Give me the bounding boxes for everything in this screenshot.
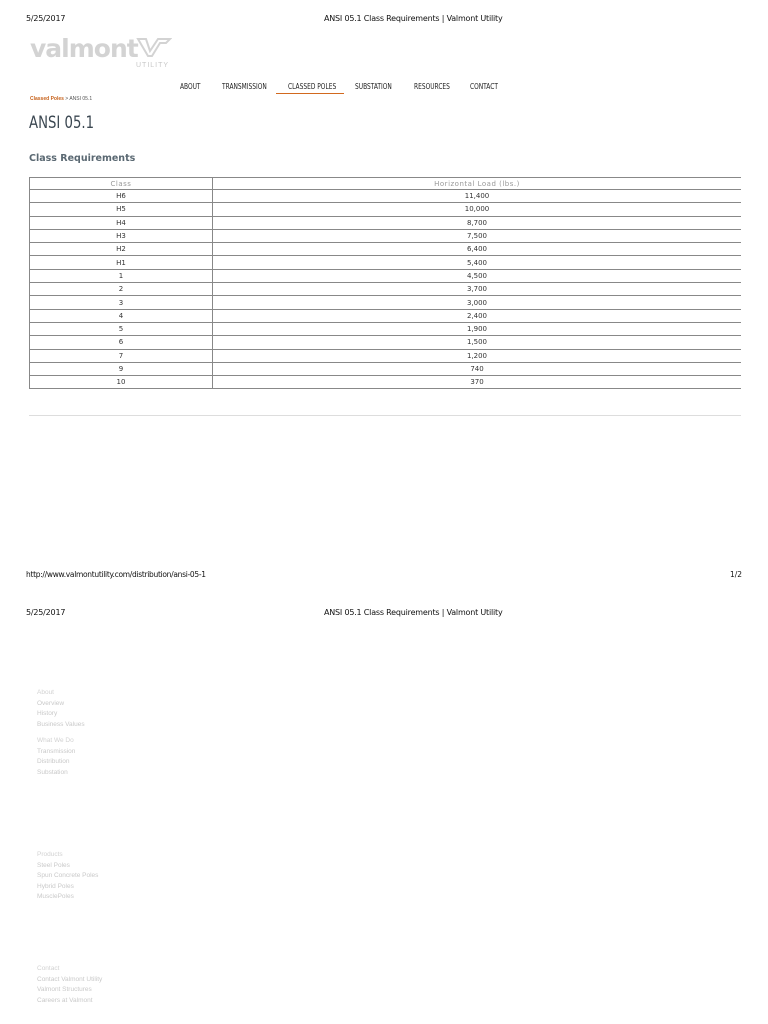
table-row: [30, 243, 742, 256]
footer-about-group: [37, 688, 85, 730]
cell-horizontal-load: 2,400: [213, 309, 742, 322]
cell-class: 4: [30, 309, 213, 322]
page-title: ANSI 05.1: [29, 113, 95, 133]
breadcrumb: [30, 96, 92, 102]
footer-what-we-do-heading: What We Do: [37, 737, 74, 744]
cell-horizontal-load: 1,200: [213, 349, 742, 362]
cell-horizontal-load: 740: [213, 362, 742, 375]
breadcrumb-parent-link[interactable]: Classed Poles: [30, 96, 64, 102]
logo-wordmark: valmont: [30, 34, 138, 63]
table-row: [30, 376, 742, 389]
cell-class: 3: [30, 296, 213, 309]
print-title-page2: ANSI 05.1 Class Requirements | Valmont Utility: [324, 608, 503, 617]
cell-horizontal-load: 10,000: [213, 203, 742, 216]
table-row: [30, 190, 742, 203]
cell-class: H3: [30, 229, 213, 242]
cell-horizontal-load: 370: [213, 376, 742, 389]
cell-class: H4: [30, 216, 213, 229]
cell-horizontal-load: 3,000: [213, 296, 742, 309]
print-url: http://www.valmontutility.com/distribution/ansi-05-1: [26, 570, 206, 579]
cell-class: H2: [30, 243, 213, 256]
nav-transmission[interactable]: TRANSMISSION: [222, 82, 267, 91]
footer-link-spun-concrete-poles[interactable]: Spun Concrete Poles: [37, 872, 99, 879]
cell-class: 6: [30, 336, 213, 349]
print-date-page2: 5/25/2017: [26, 608, 66, 617]
valmont-logo[interactable]: [30, 34, 180, 74]
print-title: ANSI 05.1 Class Requirements | Valmont Utility: [324, 14, 503, 23]
section-title: Class Requirements: [29, 153, 136, 164]
cell-class: 7: [30, 349, 213, 362]
table-row: [30, 349, 742, 362]
cell-horizontal-load: 3,700: [213, 283, 742, 296]
footer-link-substation[interactable]: Substation: [37, 768, 68, 776]
table-row: [30, 362, 742, 375]
footer-link-valmont-structures[interactable]: Valmont Structures: [37, 986, 92, 993]
nav-resources[interactable]: RESOURCES: [414, 82, 450, 91]
print-page-number: 1/2: [730, 570, 743, 579]
cell-horizontal-load: 1,900: [213, 322, 742, 335]
table-row: [30, 296, 742, 309]
table-row: [30, 229, 742, 242]
cell-horizontal-load: 7,500: [213, 229, 742, 242]
cell-horizontal-load: 1,500: [213, 336, 742, 349]
cell-class: 10: [30, 376, 213, 389]
footer-link-musclepoles[interactable]: MusclePoles: [37, 893, 74, 900]
table-header-row: [30, 178, 742, 190]
cell-horizontal-load: 11,400: [213, 190, 742, 203]
cell-horizontal-load: 8,700: [213, 216, 742, 229]
table-row: [30, 322, 742, 335]
cell-horizontal-load: 4,500: [213, 269, 742, 282]
main-nav: [0, 82, 768, 96]
table-row: [30, 216, 742, 229]
cell-class: H1: [30, 256, 213, 269]
footer-link-careers-at-valmont[interactable]: Careers at Valmont: [37, 996, 93, 1004]
nav-contact[interactable]: CONTACT: [470, 82, 498, 91]
breadcrumb-current: ANSI 05.1: [69, 96, 93, 102]
footer-link-overview[interactable]: Overview: [37, 699, 65, 707]
table-row: [30, 309, 742, 322]
cell-horizontal-load: 6,400: [213, 243, 742, 256]
nav-classed-poles[interactable]: CLASSED POLES: [288, 82, 337, 91]
logo-subtitle: UTILITY: [136, 62, 170, 69]
table-row: [30, 336, 742, 349]
cell-class: 1: [30, 269, 213, 282]
footer-link-history[interactable]: History: [37, 710, 58, 717]
print-date: 5/25/2017: [26, 14, 66, 23]
cell-class: H5: [30, 203, 213, 216]
class-requirements-table: [29, 177, 741, 389]
nav-about[interactable]: ABOUT: [180, 82, 201, 91]
footer-contact-group: [37, 964, 102, 1006]
footer-link-steel-poles[interactable]: Steel Poles: [37, 861, 70, 869]
cell-class: 5: [30, 322, 213, 335]
footer-contact-heading: Contact: [37, 965, 60, 972]
footer-link-business-values[interactable]: Business Values: [37, 720, 85, 728]
cell-class: H6: [30, 190, 213, 203]
table-row: [30, 203, 742, 216]
footer-link-contact-valmont-utility[interactable]: Contact Valmont Utility: [37, 975, 103, 983]
footer-what-we-do-group: [37, 736, 75, 778]
column-header-class: Class: [30, 178, 213, 190]
table-row: [30, 256, 742, 269]
cell-class: 9: [30, 362, 213, 375]
nav-active-indicator: [276, 93, 344, 94]
footer-about-heading: About: [37, 689, 54, 696]
footer-products-group: [37, 850, 98, 903]
nav-substation[interactable]: SUBSTATION: [355, 82, 392, 91]
column-header-horizontal-load: Horizontal Load (lbs.): [213, 178, 742, 190]
footer-link-hybrid-poles[interactable]: Hybrid Poles: [37, 882, 74, 890]
footer-link-transmission[interactable]: Transmission: [37, 747, 76, 755]
footer-products-heading: Products: [37, 851, 63, 858]
content-divider: [29, 415, 741, 416]
table-row: [30, 269, 742, 282]
cell-horizontal-load: 5,400: [213, 256, 742, 269]
table-row: [30, 283, 742, 296]
cell-class: 2: [30, 283, 213, 296]
breadcrumb-separator: >: [65, 96, 69, 102]
footer-link-distribution[interactable]: Distribution: [37, 758, 70, 765]
valmont-v-mark-icon: [136, 36, 172, 58]
